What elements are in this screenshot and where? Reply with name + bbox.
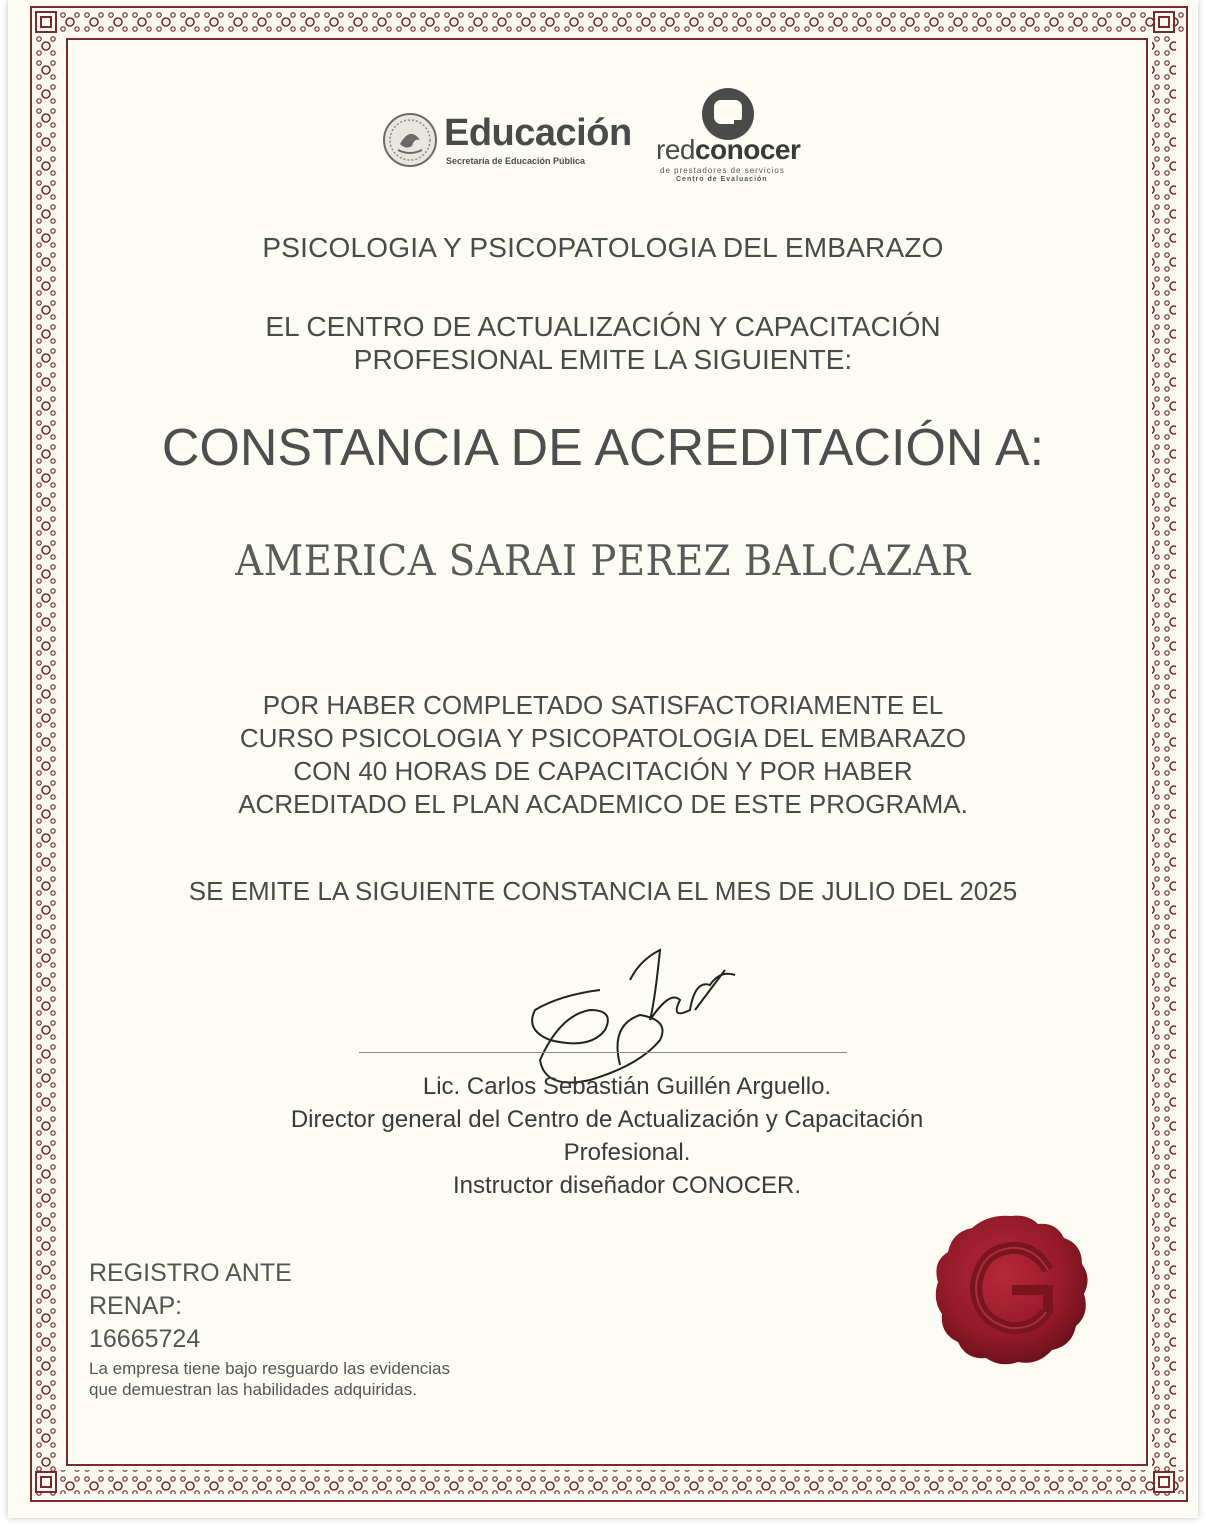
redconocer-logo-text bbox=[656, 134, 800, 166]
redconocer-subtitle: de prestadores de servicios bbox=[660, 166, 785, 175]
handwritten-signature bbox=[520, 940, 740, 1090]
redconocer-prefix: red bbox=[656, 134, 695, 165]
certificate-heading: CONSTANCIA DE ACREDITACIÓN A: bbox=[161, 419, 1045, 477]
registry-number: 16665724 bbox=[89, 1325, 201, 1353]
signer-role-3: Instructor diseñador CONOCER. bbox=[452, 1172, 802, 1199]
registry-block bbox=[89, 1257, 292, 1356]
registry-line-1: REGISTRO ANTE bbox=[89, 1259, 292, 1287]
redconocer-brand: conocer bbox=[694, 134, 801, 165]
signer-role-1: Director general del Centro de Actualización y Capacitación bbox=[290, 1106, 924, 1133]
recipient-name: AMERICA SARAI PEREZ BALCAZAR bbox=[235, 536, 971, 585]
issuer-line-2: PROFESIONAL EMITE LA SIGUIENTE: bbox=[353, 344, 853, 375]
signer-role-2: Profesional. bbox=[563, 1139, 691, 1166]
registry-line-2: RENAP: bbox=[89, 1292, 183, 1320]
redconocer-subtitle-2: Centro de Evaluación bbox=[676, 176, 768, 183]
registry-note-2: que demuestran las habilidades adquiridas. bbox=[89, 1380, 417, 1399]
issuer-statement bbox=[0, 310, 1206, 376]
wax-seal bbox=[930, 1212, 1092, 1368]
completion-statement bbox=[0, 689, 1206, 821]
body-line-3: CON 40 HORAS DE CAPACITACIÓN Y POR HABER bbox=[293, 756, 913, 786]
body-line-4: ACREDITADO EL PLAN ACADEMICO DE ESTE PROGRAMA. bbox=[238, 789, 968, 819]
issue-date: SE EMITE LA SIGUIENTE CONSTANCIA EL MES DE JULIO DEL 2025 bbox=[188, 876, 1018, 906]
educacion-logo-title: Educación bbox=[444, 112, 632, 154]
redconocer-chat-bubble-icon bbox=[700, 88, 756, 140]
signer-name: Lic. Carlos Sebastián Guillén Arguello. bbox=[422, 1073, 832, 1100]
body-line-2: CURSO PSICOLOGIA Y PSICOPATOLOGIA DEL EMBARAZO bbox=[239, 723, 967, 753]
body-line-1: POR HABER COMPLETADO SATISFACTORIAMENTE EL bbox=[262, 690, 944, 720]
registry-note bbox=[89, 1358, 450, 1400]
educacion-logo-subtitle: Secretaría de Educación Pública bbox=[446, 156, 586, 166]
course-title: PSICOLOGIA Y PSICOPATOLOGIA DEL EMBARAZO bbox=[262, 232, 944, 263]
registry-note-1: La empresa tiene bajo resguardo las evidencias bbox=[89, 1359, 451, 1378]
signature-line bbox=[359, 1052, 847, 1053]
issuer-line-1: EL CENTRO DE ACTUALIZACIÓN Y CAPACITACIÓN bbox=[265, 311, 941, 342]
signer-block bbox=[0, 1070, 1206, 1202]
mexico-eagle-emblem-icon bbox=[382, 112, 438, 168]
